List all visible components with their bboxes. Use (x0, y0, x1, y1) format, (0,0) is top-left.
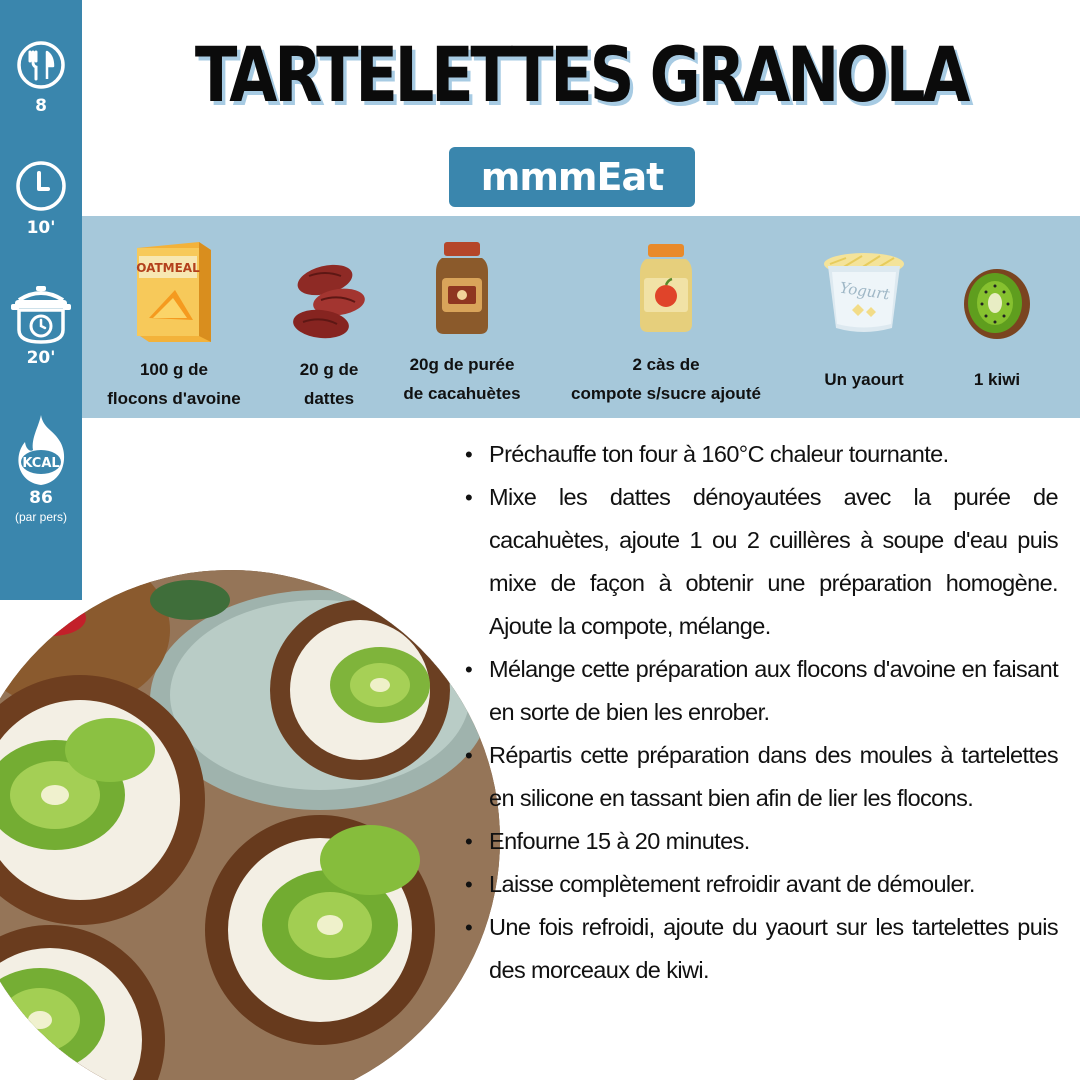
ingredient-oats-line-2: flocons d'avoine (107, 389, 241, 408)
step-item: • Laisse complètement refroidir avant de démouler. (463, 863, 1058, 906)
prep-time-value: 10' (26, 218, 56, 238)
step-item: • Mixe les dattes dénoyautées avec la purée de cacahuètes, ajoute 1 ou 2 cuillères à soupe d'eau puis mixe de façon à obtenir une préparation homogène. Ajoute la compote, mélange. (463, 476, 1058, 648)
kiwi-icon (962, 268, 1032, 340)
ingredient-oats (96, 216, 252, 418)
flame-kcal-icon (9, 412, 73, 488)
oatmeal-pack-label: OATMEAL (136, 261, 200, 275)
recipe-steps-list (463, 433, 1058, 992)
calories-stat (0, 412, 82, 524)
servings-value: 8 (35, 96, 47, 116)
recipe-info-sidebar (0, 0, 82, 600)
clock-icon (15, 160, 67, 212)
oatmeal-box-icon (133, 238, 215, 346)
brand-logo: mmmEat (449, 147, 695, 207)
prep-time-stat (0, 160, 82, 238)
servings-stat (0, 40, 82, 116)
ingredient-applesauce-line-1: 2 càs de (632, 355, 700, 374)
ingredient-dates (280, 216, 378, 418)
calories-value: 86 (29, 488, 53, 508)
granola-tartlets-photo (0, 570, 500, 1080)
step-item: • Répartis cette préparation dans des moules à tartelettes en silicone en tassant bien afin de lier les flocons. (463, 734, 1058, 820)
ingredient-dates-line-2: dattes (303, 389, 355, 408)
cook-time-stat (0, 284, 82, 368)
ingredients-band (82, 216, 1080, 418)
yogurt-pack-label: Yogurt (838, 278, 891, 304)
cooking-pot-icon (9, 284, 73, 346)
ingredient-peanut-butter (392, 216, 532, 418)
ingredient-peanut-butter-line-1: 20g de purée (409, 355, 515, 374)
applesauce-jar-icon (638, 242, 694, 334)
dates-icon (291, 258, 367, 348)
ingredient-dates-line-1: 20 g de (299, 360, 359, 379)
ingredient-applesauce (548, 216, 784, 418)
peanut-butter-jar-icon (434, 238, 490, 338)
kcal-badge-label: KCAL (22, 456, 60, 471)
yogurt-cup-icon (822, 250, 906, 336)
step-item: • Préchauffe ton four à 160°C chaleur tournante. (463, 433, 1058, 476)
recipe-title: TARTELETTES GRANOLA (194, 30, 968, 119)
ingredient-applesauce-line-2: compote s/sucre ajouté (571, 384, 761, 403)
recipe-photo (0, 570, 500, 1080)
cook-time-value: 20' (26, 348, 56, 368)
ingredient-yogurt (804, 216, 924, 418)
step-item: • Une fois refroidi, ajoute du yaourt sur les tartelettes puis des morceaux de kiwi. (463, 906, 1058, 992)
ingredient-oats-line-1: 100 g de (139, 360, 209, 379)
step-item: • Enfourne 15 à 20 minutes. (463, 820, 1058, 863)
fork-knife-icon (16, 40, 66, 90)
ingredient-peanut-butter-line-2: de cacahuètes (403, 384, 521, 403)
ingredient-kiwi-label: 1 kiwi (973, 370, 1021, 389)
calories-per-person-note: (par pers) (14, 510, 67, 524)
step-item: • Mélange cette préparation aux flocons d'avoine en faisant en sorte de bien les enrober. (463, 648, 1058, 734)
ingredient-kiwi (952, 216, 1042, 418)
ingredient-yogurt-label: Un yaourt (824, 370, 904, 389)
